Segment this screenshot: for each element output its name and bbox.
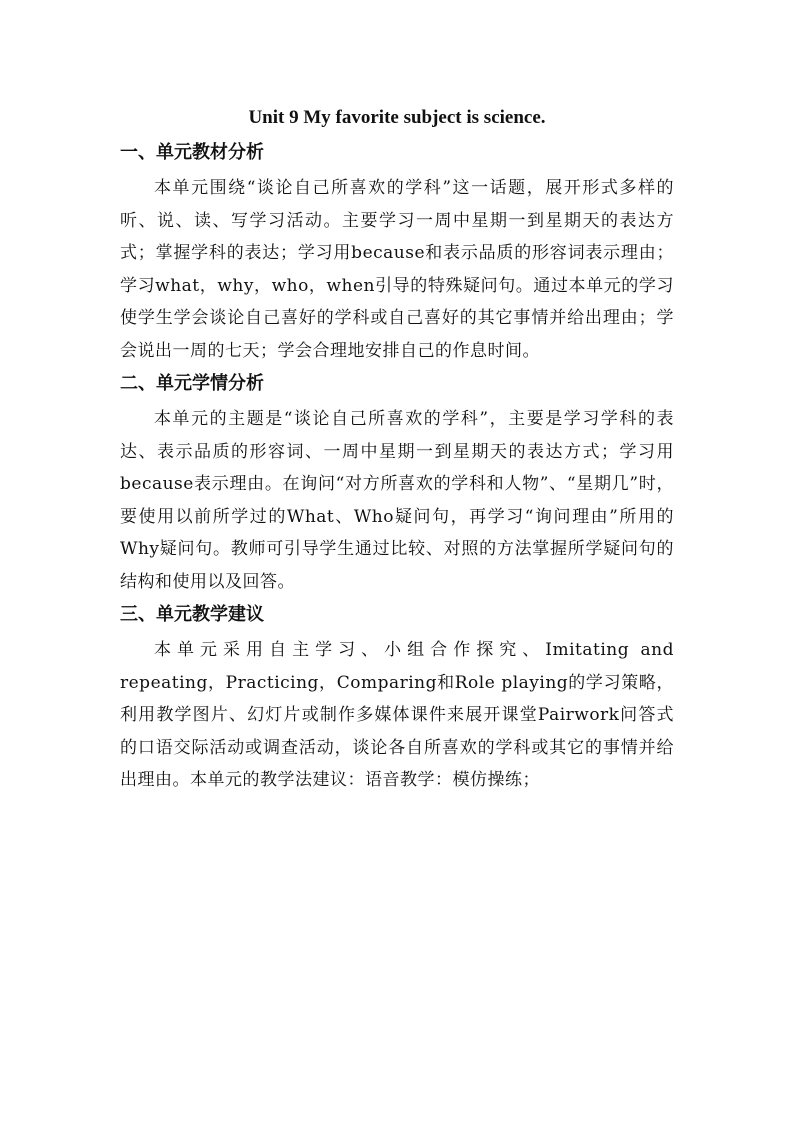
section-heading: 一、单元教材分析 [120, 142, 264, 163]
section-heading: 三、单元教学建议 [120, 604, 264, 625]
section-teaching-suggestions [120, 600, 674, 797]
document-page [120, 100, 674, 797]
document-title: Unit 9 My favorite subject is science. [248, 107, 546, 128]
section-heading: 二、单元学情分析 [120, 373, 264, 394]
section-paragraph: 本单元的主题是“谈论自己所喜欢的学科”，主要是学习学科的表达、表示品质的形容词、一周中星期一到星期天的表达方式；学习用because表示理由。在询问“对方所喜欢的学科和人物”、“星期几”时，要使用以前所学过的What、Who疑问句，再学习“询问理由”所用的Why疑问句。教师可引导学生通过比较、对照的方法掌握所学疑问句的结构和使用以及回答。 [120, 409, 674, 592]
section-paragraph: 本单元围绕“谈论自己所喜欢的学科”这一话题，展开形式多样的听、说、读、写学习活动。主要学习一周中星期一到星期天的表达方式；掌握学科的表达；学习用because和表示品质的形容词表示理由；学习what，why，who，when引导的特殊疑问句。通过本单元的学习使学生学会谈论自己喜好的学科或自己喜好的其它事情并给出理由；学会说出一周的七天；学会合理地安排自己的作息时间。 [120, 178, 674, 361]
section-learner-analysis [120, 369, 674, 598]
section-paragraph: 本单元采用自主学习、小组合作探究、Imitating and repeating，Practicing，Comparing和Role playing的学习策略，利用教学图片、幻灯片或制作多媒体课件来展开课堂Pairwork问答式的口语交际活动或调查活动，谈论各自所喜欢的学科或其它的事情并给出理由。本单元的教学法建议：语音教学：模仿操练； [120, 640, 674, 790]
section-material-analysis [120, 138, 674, 367]
